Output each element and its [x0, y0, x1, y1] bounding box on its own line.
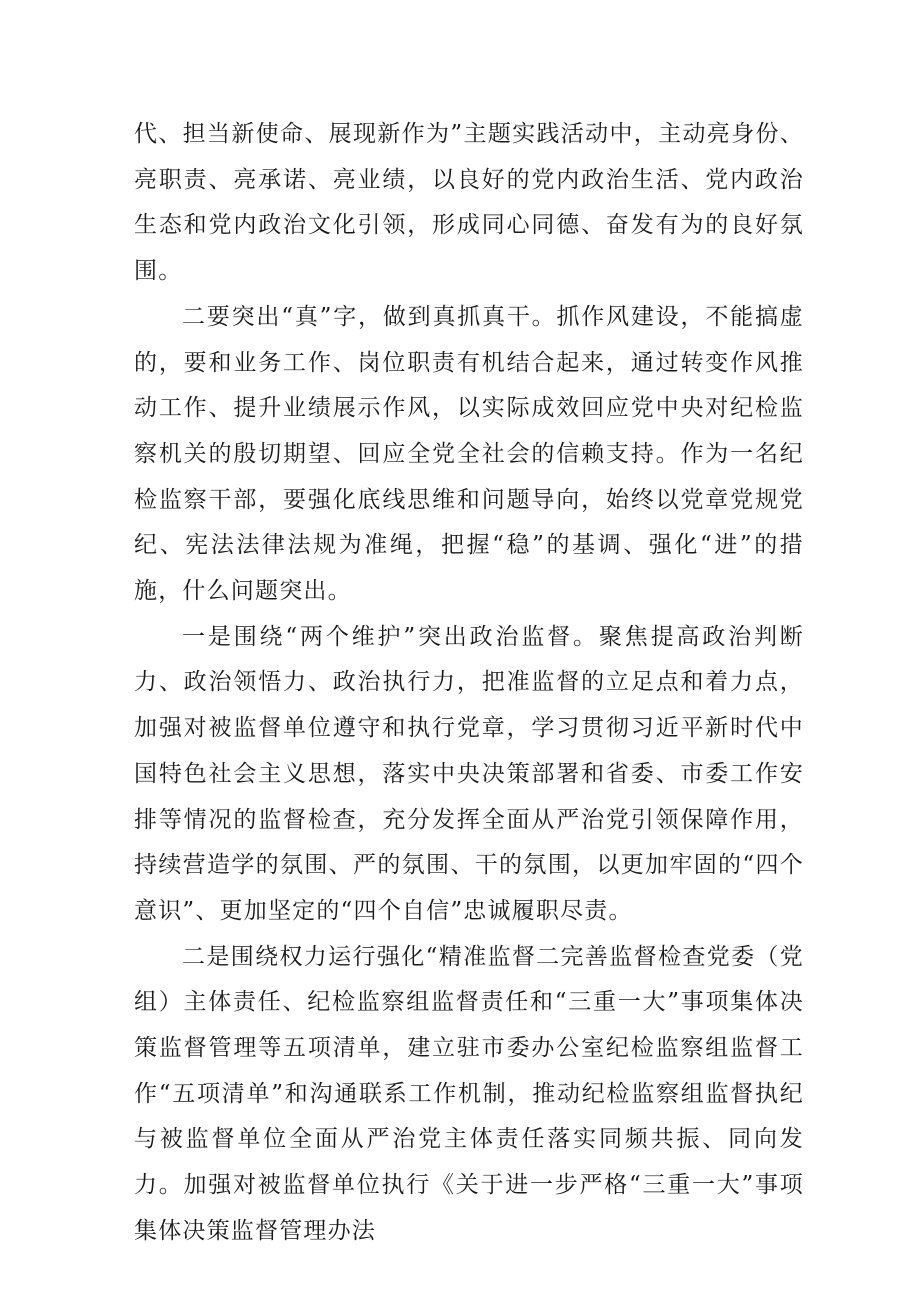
paragraph-continuation: 代、担当新使命、展现新作为”主题实践活动中，主动亮身份、亮职责、亮承诺、亮业绩，以良好的党内政治生活、党内政治生态和党内政治文化引领，形成同心同德、奋发有为的良好氛围。: [134, 121, 804, 285]
document-body: [134, 112, 804, 1255]
paragraph-political-supervision: 一是围绕“两个维护”突出政治监督。聚焦提高政治判断力、政治领悟力、政治执行力，把准监督的立足点和着力点，加强对被监督单位遵守和执行党章，学习贯彻习近平新时代中国特色社会主义思想，落实中央决策部署和省委、市委工作安排等情况的监督检查，充分发挥全面从严治党引领保障作用，持续营造学的氛围、严的氛围、干的氛围，以更加牢固的“四个意识”、更加坚定的“四个自信”忠诚履职尽责。: [134, 623, 804, 924]
paragraph-power-operation: 二是围绕权力运行强化“精准监督二完善监督检查党委（党组）主体责任、纪检监察组监督责任和“三重一大”事项集体决策监督管理等五项清单，建立驻市委办公室纪检监察组监督工作“五项清单”和沟通联系工作机制，推动纪检监察组监督执纪与被监督单位全面从严治党主体责任落实同频共振、同向发力。加强对被监督单位执行《关于进一步严格“三重一大”事项集体决策监督管理办法: [134, 943, 804, 1244]
paragraph-zhen-zi: 二要突出“真”字，做到真抓真干。抓作风建设，不能搞虚的，要和业务工作、岗位职责有机结合起来，通过转变作风推动工作、提升业绩展示作风，以实际成效回应党中央对纪检监察机关的殷切期望、回应全党全社会的信赖支持。作为一名纪检监察干部，要强化底线思维和问题导向，始终以党章党规党纪、宪法法律法规为准绳，把握“稳”的基调、强化“进”的措施，什么问题突出。: [134, 303, 804, 605]
